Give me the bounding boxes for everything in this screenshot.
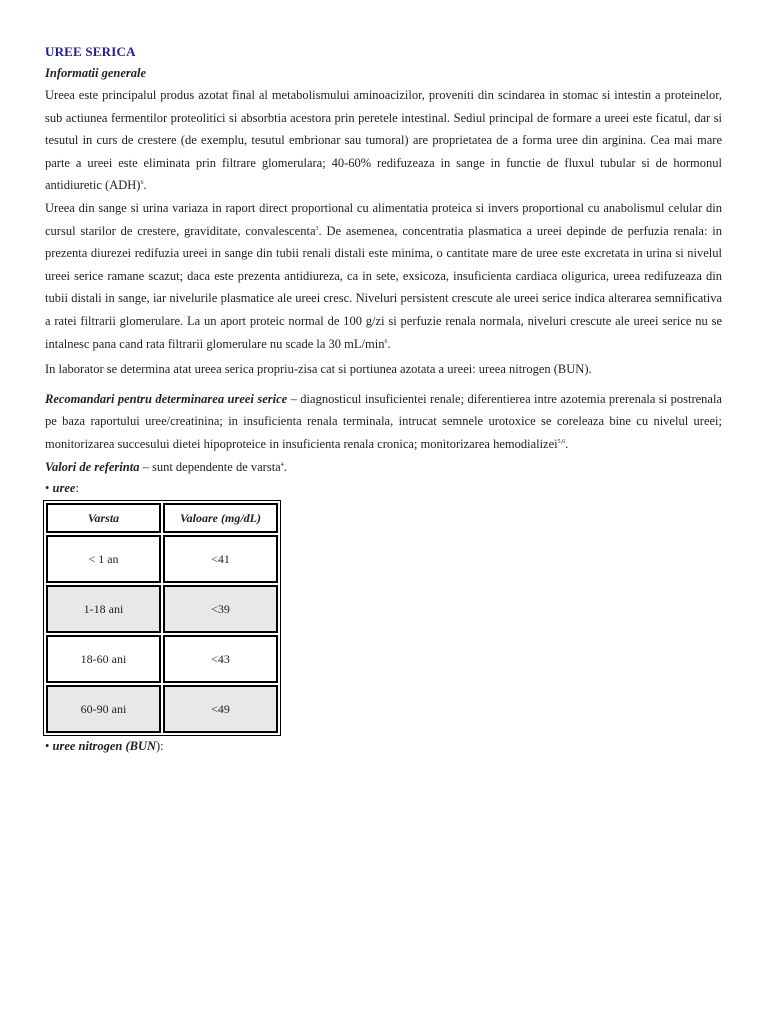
paragraph-text: Ureea este principalul produs azotat final al metabolismului aminoacizilor, proveniti din scindarea in stomac si intestin a proteinelor, sub actiunea fermentilor proteolitici si absorbtia acestora prin peretele intestinal. Sediul principal de formare a ureei este ficatul, dar si tesutul in curs de crestere (de exemplu, tesutul embrionar sau tumoral) are proprietatea de a forma uree din arginina. Cea mai mare parte a ureei este eliminata prin filtrare glomerulara; 40-60% redifuzeaza in sange in functie de fluxul tubular si de hormonul antidiuretic (ADH)	[45, 88, 722, 193]
bullet-label: uree nitrogen (BUN	[52, 739, 156, 754]
reference-values-label: Valori de referinta	[45, 459, 140, 474]
paragraph-laboratory: In laborator se determina atat ureea serica propriu-zisa cat si portiunea azotata a ureei: ureea nitrogen (BUN).	[45, 362, 592, 377]
table-cell-value: <41	[163, 535, 278, 583]
table-cell-age: 18-60 ani	[46, 635, 161, 683]
general-info-heading: Informatii generale	[45, 66, 147, 80]
paragraph-end: .	[143, 178, 147, 193]
paragraph-variation	[45, 197, 722, 355]
reference-number: 5,6	[557, 438, 566, 445]
table-cell-age: 60-90 ani	[46, 685, 161, 733]
table-cell-age: < 1 an	[46, 535, 161, 583]
paragraph-recommendations	[45, 388, 722, 456]
table-row	[46, 585, 278, 633]
reference-number: 4	[280, 461, 284, 468]
table-row	[46, 685, 278, 733]
reference-number: 6	[140, 180, 144, 187]
document-title: UREE SERICA	[45, 44, 136, 59]
table-row	[46, 635, 278, 683]
paragraph-text: – sunt dependente de varsta	[139, 459, 281, 474]
recommendations-label: Recomandari pentru determinarea ureei serice	[45, 391, 288, 406]
bullet-end: :	[75, 481, 79, 496]
reference-number: 3	[315, 225, 319, 232]
paragraph-end: .	[283, 459, 287, 474]
paragraph-reference-values	[45, 456, 722, 479]
paragraph-text: . De asemenea, concentratia plasmatica a ureei depinde de perfuzia renala: in prezenta diurezei redifuzia ureei in sange din tubii renali distali este minima, o cantitate mare de uree este excretata in urina si nivelul ureei serice ramane scazut; daca este prezenta antidiureza, ca in sete, exsicoza, insuficienta cardiaca oligurica, ureea redifuzeaza din tubii distali in sange, iar nivelurile plasmatice ale ureei cresc. Niveluri persistent crescute ale ureei serice indica alterarea semnificativa a ratei filtrarii glomerulare. La un aport proteic normal de 100 g/zi si perfuzie renala normala, niveluri crescute ale ureei serice nu se intalnesc pana cand rata filtrarii glomerulare nu scade la 30 mL/min	[45, 223, 722, 351]
paragraph-end: .	[565, 436, 569, 451]
bullet-mark: •	[45, 739, 53, 754]
table-cell-value: <49	[163, 685, 278, 733]
table-header-age: Varsta	[46, 503, 161, 533]
bullet-uree-nitrogen	[45, 736, 722, 756]
table-header-row	[46, 503, 278, 533]
reference-number: 6	[384, 338, 388, 345]
bullet-label: uree	[52, 481, 76, 496]
paragraph-text: – diagnosticul insuficientei renale; diferentierea intre azotemia prerenala si postrenala pe baza raportului uree/creatinina; in insuficienta renala terminala, intrucat semnele urotoxice se coreleaza bine cu nivelul ureei; monitorizarea succesului dietei hipoproteice in insuficienta renala cronica; monitorizarea hemodializei	[45, 391, 722, 451]
table-row	[46, 535, 278, 583]
table-header-value: Valoare (mg/dL)	[163, 503, 278, 533]
table-cell-age: 1-18 ani	[46, 585, 161, 633]
table-cell-value: <43	[163, 635, 278, 683]
paragraph-general-info	[45, 84, 722, 197]
paragraph-end: .	[387, 336, 391, 351]
bullet-end: ):	[156, 739, 164, 754]
reference-values-table	[43, 500, 281, 736]
bullet-uree	[45, 478, 722, 498]
bullet-mark: •	[45, 481, 53, 496]
table-cell-value: <39	[163, 585, 278, 633]
paragraph-text: Ureea din sange si urina variaza in raport direct proportional cu alimentatia proteica si invers proportional cu anabolismul celular din cursul starilor de crestere, graviditate, convalescenta	[45, 200, 722, 238]
